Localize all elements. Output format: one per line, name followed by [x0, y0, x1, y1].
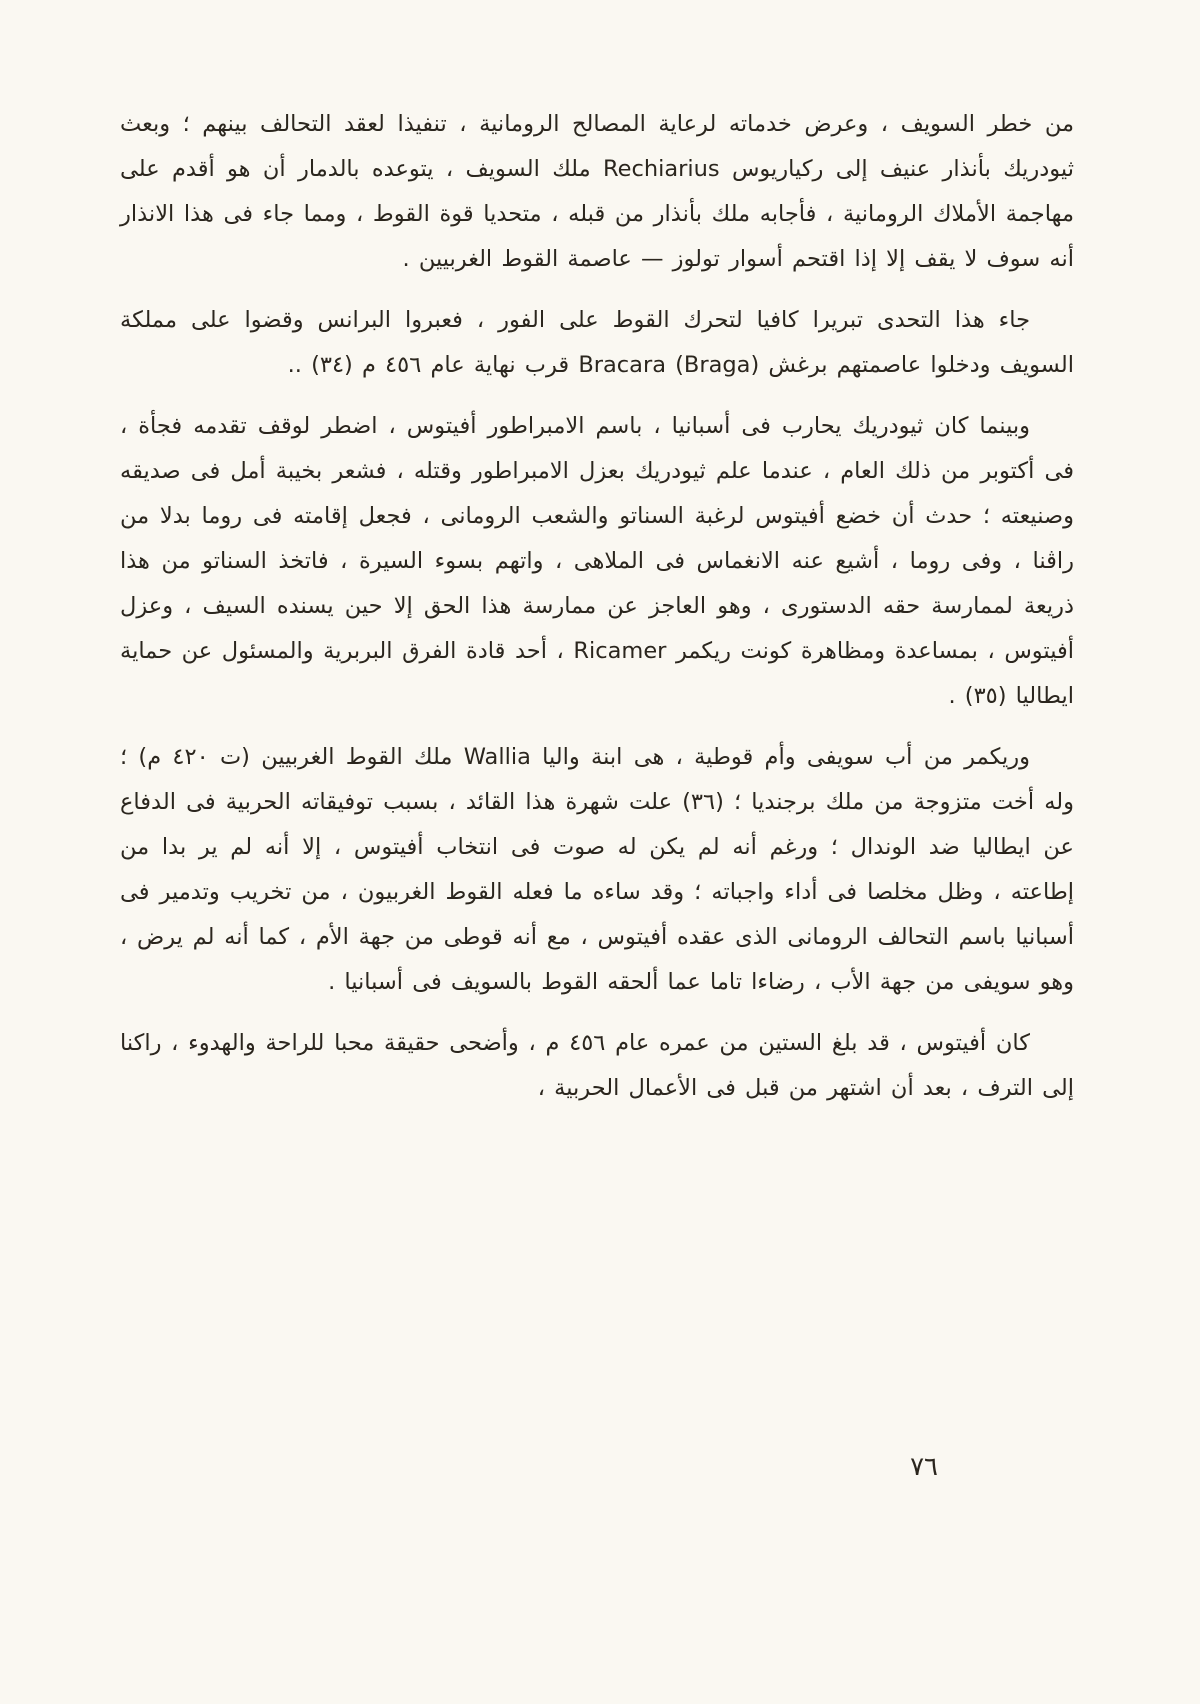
body-paragraph: وبينما كان ثيودريك يحارب فى أسبانيا ، باسم الامبراطور أفيتوس ، اضطر لوقف تقدمه فجأة ، فى أكتوبر من ذلك العام ، عندما علم ثيودريك بعزل الامبراطور وقتله ، فشعر بخيبة أمل فى صديقه وصنيعته ؛ حدث أن خضع أفيتوس لرغبة السناتو والشعب الرومانى ، فجعل إقامته فى روما بدلا من راڤنا ، وفى روما ، أشيع عنه الانغماس فى الملاهى ، واتهم بسوء السيرة ، فاتخذ السناتو من هذا ذريعة لممارسة حقه الدستورى ، وهو العاجز عن ممارسة هذا الحق إلا حين يسنده السيف ، وعزل أفيتوس ، بمساعدة ومظاهرة كونت ريكمر Ricamer ، أحد قادة الفرق البربرية والمسئول عن حماية ايطاليا (٣٥) .	[120, 413, 1074, 709]
body-paragraph: من خطر السويف ، وعرض خدماته لرعاية المصالح الرومانية ، تنفيذا لعقد التحالف بينهم ؛ وبعث ثيودريك بأنذار عنيف إلى ركياريوس Rechiarius ملك السويف ، يتوعده بالدمار أن هو أقدم على مهاجمة الأملاك الرومانية ، فأجابه ملك بأنذار من قبله ، متحديا قوة القوط ، ومما جاء فى هذا الانذار أنه سوف لا يقف إلا إذا اقتحم أسوار تولوز — عاصمة القوط الغربيين .	[120, 111, 1074, 272]
body-paragraph: كان أفيتوس ، قد بلغ الستين من عمره عام ٤٥٦ م ، وأضحى حقيقة محبا للراحة والهدوء ، راكنا إلى الترف ، بعد أن اشتهر من قبل فى الأعمال الحربية ،	[120, 1030, 1074, 1101]
page-text-block	[120, 102, 1074, 1127]
body-paragraph: وريكمر من أب سويفى وأم قوطية ، هى ابنة واليا Wallia ملك القوط الغربيين (ت ٤٢٠ م) ؛ وله أخت متزوجة من ملك برجنديا ؛ (٣٦) علت شهرة هذا القائد ، بسبب توفيقاته الحربية فى الدفاع عن ايطاليا ضد الوندال ؛ ورغم أنه لم يكن له صوت فى انتخاب أفيتوس ، إلا أنه لم ير بدا من إطاعته ، وظل مخلصا فى أداء واجباته ؛ وقد ساءه ما فعله القوط الغربيون ، من تخريب وتدمير فى أسبانيا باسم التحالف الرومانى الذى عقده أفيتوس ، مع أنه قوطى من جهة الأم ، كما أنه لم يرض ، وهو سويفى من جهة الأب ، رضاءا تاما عما ألحقه القوط بالسويف فى أسبانيا .	[120, 744, 1074, 995]
page-number: ٧٦	[910, 1452, 938, 1482]
body-paragraph: جاء هذا التحدى تبريرا كافيا لتحرك القوط على الفور ، فعبروا البرانس وقضوا على مملكة السويف ودخلوا عاصمتهم برغش (Braga) Bracara قرب نهاية عام ٤٥٦ م (٣٤) ..	[120, 307, 1074, 378]
